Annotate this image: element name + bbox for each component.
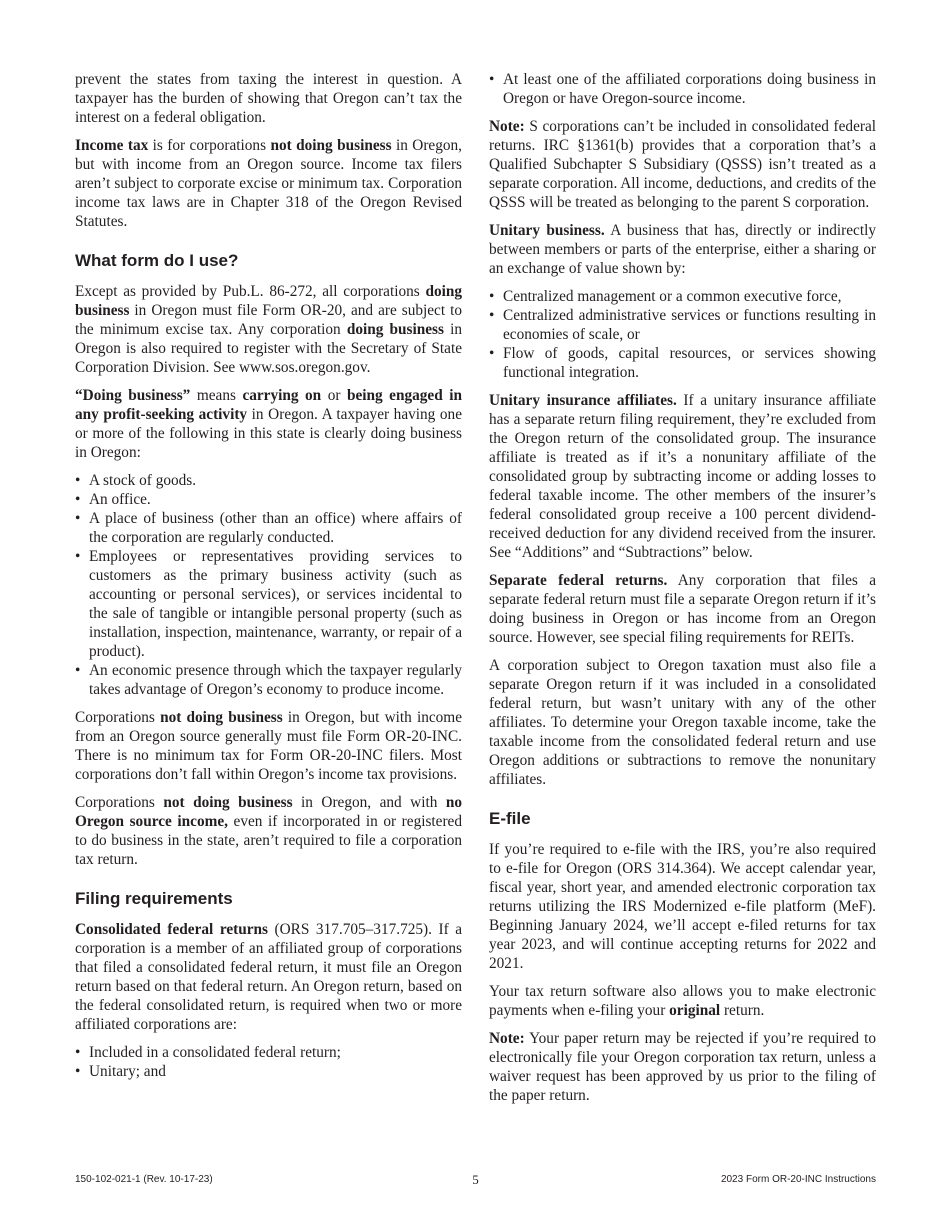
paragraph-paper-return-note: Note: Your paper return may be rejected if you’re required to electronically file your Oregon corporation tax return, unless a waiver request has been approved by us prior to the filing of the paper return. (489, 1030, 876, 1104)
note-label: Note: (489, 118, 525, 135)
paragraph-separate-returns: Separate federal returns. Any corporation that files a separate federal return must file a separate Oregon return if it’s doing business in Oregon or has income from an Oregon source. However, see special filing requirements for REITs. (489, 572, 876, 646)
list-item: • Included in a consolidated federal return; (75, 1043, 462, 1062)
paragraph-doing-business: “Doing business” means carrying on or being engaged in any profit-seeking activity in Oregon. A taxpayer having one or more of the following in this state is clearly doing business in Oregon: (75, 387, 462, 461)
paragraph-income-tax: Income tax is for corporations not doing business in Oregon, but with income from an Oregon source. Income tax filers aren’t subject to corporate excise or minimum tax. Corporation income tax laws are in Chapter 318 of the Oregon Revised Statutes. (75, 137, 462, 230)
paragraph-pub-law: Except as provided by Pub.L. 86-272, all corporations doing business in Oregon must file Form OR-20, and are subject to the minimum excise tax. Any corporation doing business in Oregon is also required to register with the Secretary of State Corporation Division. See www.sos.oregon.gov. (75, 283, 462, 376)
unitary-indicators-list (489, 287, 876, 382)
term-separate-returns: Separate federal returns. (489, 572, 668, 589)
list-item: • Employees or representatives providing services to customers as the primary business activity (such as accounting or personal services), or services incidental to the sale of tangible or intangible personal property (such as installation, inspection, maintenance, warranty, or repair of a product). (75, 547, 462, 661)
term-unitary-business: Unitary business. (489, 222, 605, 239)
heading-what-form: What form do I use? (75, 251, 239, 270)
right-column (489, 70, 876, 1114)
document-title: 2023 Form OR-20-INC Instructions (720, 1174, 876, 1185)
page-number: 5 (472, 1172, 479, 1187)
affiliated-conditions-list (75, 1043, 462, 1081)
term-doing-business: “Doing business” (75, 387, 191, 404)
form-id: 150-102-021-1 (Rev. 10-17-23) (75, 1174, 213, 1185)
heading-efile: E-file (489, 809, 531, 828)
left-column (75, 70, 462, 1090)
list-item: • An office. (75, 490, 462, 509)
page-footer (75, 1174, 876, 1188)
paragraph-no-oregon-source: Corporations not doing business in Oregon, and with no Oregon source income, even if incorporated in or registered to do business in the state, aren’t required to file a corporation tax return. (75, 794, 462, 868)
list-item: • Flow of goods, capital resources, or services showing functional integration. (489, 344, 876, 382)
list-item: • Centralized management or a common executive force, (489, 287, 876, 306)
paragraph-electronic-payments: Your tax return software also allows you to make electronic payments when e-filing your original return. (489, 983, 876, 1019)
doing-business-list (75, 471, 462, 699)
paragraph-nonunitary: A corporation subject to Oregon taxation must also file a separate Oregon return if it was included in a consolidated federal return, but wasn’t unitary with any of the other affiliates. To determine your Oregon taxable income, take the taxable income from the consolidated federal return and use Oregon additions or subtractions to remove the nonunitary affiliates. (489, 657, 876, 788)
note-label: Note: (489, 1030, 525, 1047)
paragraph-not-doing-business-oregon-source: Corporations not doing business in Oregon, but with income from an Oregon source generally must file Form OR-20-INC. There is no minimum tax for Form OR-20-INC filers. Most corporations don’t fall within Oregon’s income tax provisions. (75, 709, 462, 783)
list-item: • Centralized administrative services or functions resulting in economies of scale, or (489, 306, 876, 344)
list-item: • A stock of goods. (75, 471, 462, 490)
list-item: • An economic presence through which the taxpayer regularly takes advantage of Oregon’s economy to produce income. (75, 661, 462, 699)
paragraph-federal-interest: prevent the states from taxing the interest in question. A taxpayer has the burden of showing that Oregon can’t tax the interest on a federal obligation. (75, 71, 462, 126)
list-item: • At least one of the affiliated corporations doing business in Oregon or have Oregon-source income. (489, 70, 876, 108)
list-item: • Unitary; and (75, 1062, 462, 1081)
term-consolidated-returns: Consolidated federal returns (75, 921, 268, 938)
paragraph-unitary-business: Unitary business. A business that has, directly or indirectly between members or parts of the enterprise, either a sharing or an exchange of value shown by: (489, 222, 876, 277)
paragraph-consolidated-returns: Consolidated federal returns (ORS 317.705–317.725). If a corporation is a member of an affiliated group of corporations that filed a consolidated federal return, it must file an Oregon return based on that federal return. An Oregon return, based on the federal consolidated return, is required when two or more affiliated corporations are: (75, 921, 463, 1033)
heading-filing-requirements: Filing requirements (75, 889, 233, 908)
paragraph-s-corp-note: Note: S corporations can’t be included in consolidated federal returns. IRC §1361(b) provides that a corporation that’s a Qualified Subchapter S Subsidiary (QSSS) isn’t treated as a separate corporation. All income, deductions, and credits of the QSSS will be treated as belonging to the parent S corporation. (489, 118, 876, 211)
term-unitary-insurance: Unitary insurance affiliates. (489, 392, 677, 409)
affiliated-conditions-list-continued (489, 70, 876, 108)
paragraph-efile-requirement: If you’re required to e-file with the IRS, you’re also required to e-file for Oregon (ORS 314.364). We accept calendar year, fiscal year, short year, and amended electronic corporation tax returns utilizing the IRS Modernized e-file platform (MeF). Beginning January 2024, we’ll accept e-filed returns for tax year 2023, and will continue accepting returns for 2022 and 2021. (489, 841, 876, 972)
paragraph-unitary-insurance: Unitary insurance affiliates. If a unitary insurance affiliate has a separate return filing requirement, they’re excluded from the Oregon return of the consolidated group. The insurance affiliate is treated as if it’s a nonunitary affiliate of the consolidated group by subtracting income or adding losses to federal taxable income. The other members of the insurer’s federal consolidated group receive a 100 percent dividend-received deduction for any dividend received from the insurer. See “Additions” and “Subtractions” below. (489, 392, 876, 561)
list-item: • A place of business (other than an office) where affairs of the corporation are regularly conducted. (75, 509, 462, 547)
term-income-tax: Income tax (75, 137, 149, 154)
